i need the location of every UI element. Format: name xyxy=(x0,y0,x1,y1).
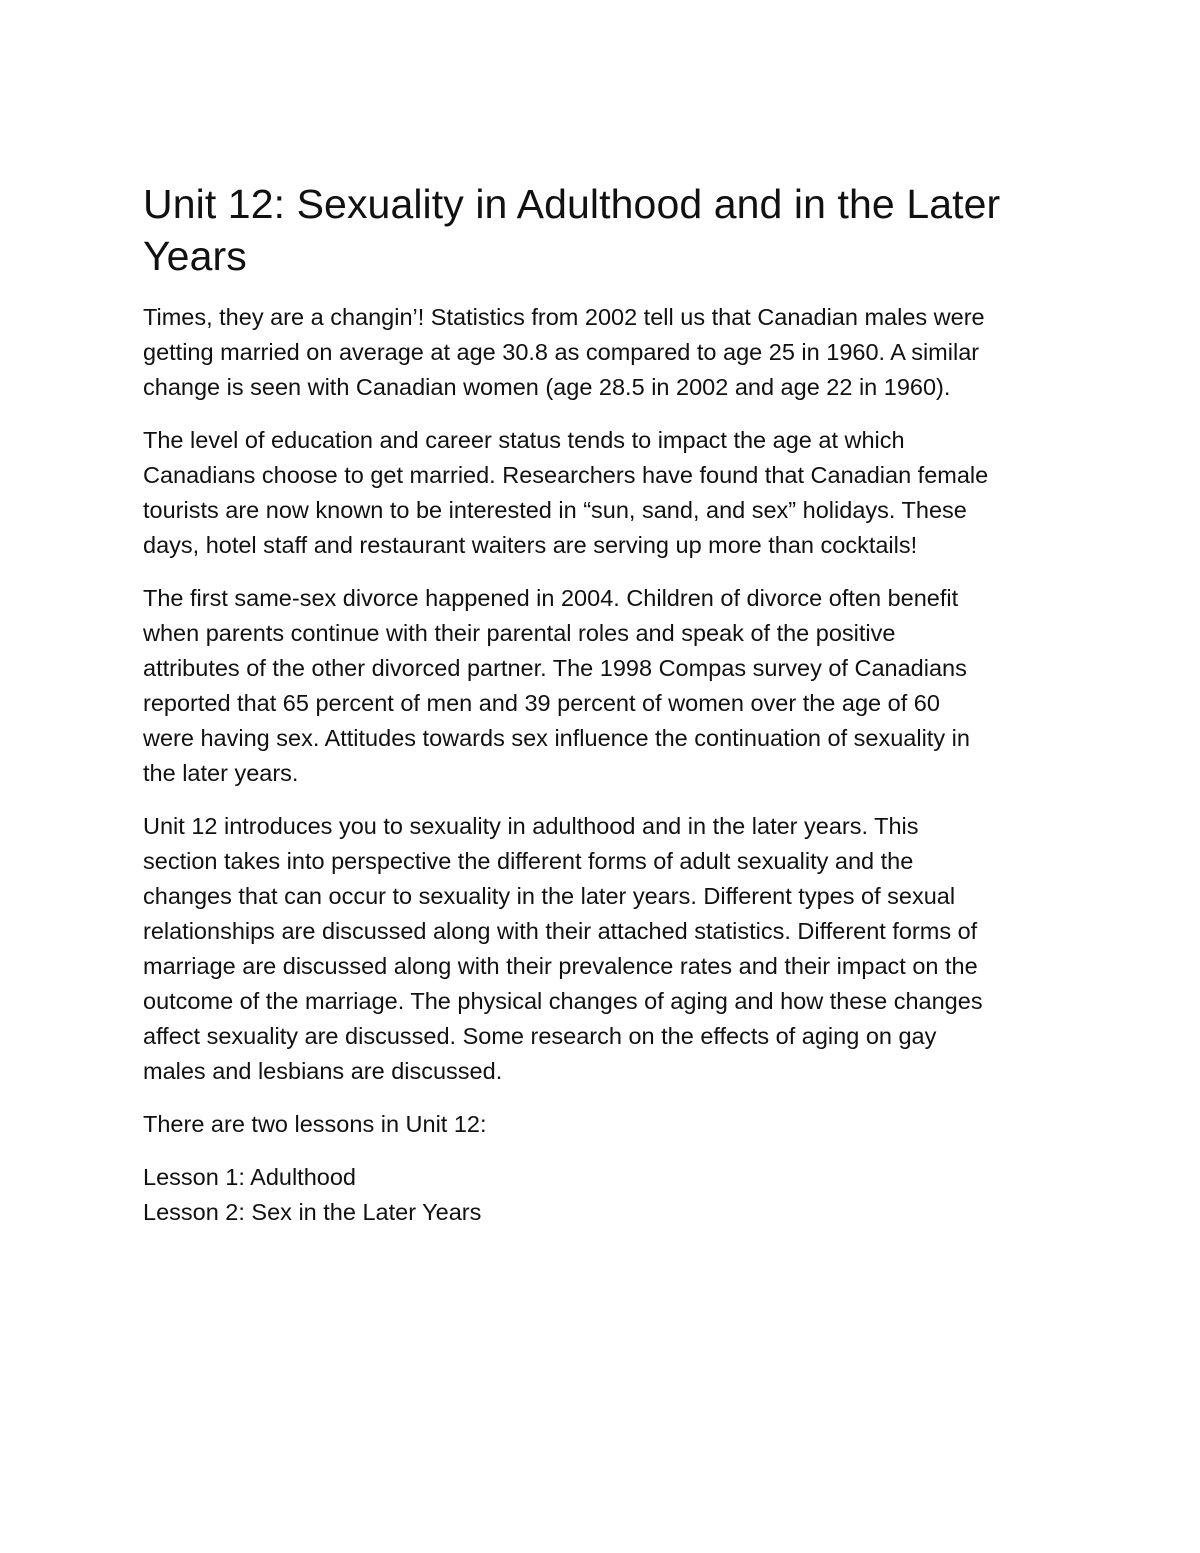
paragraph-divorce: The first same-sex divorce happened in 2004. Children of divorce often benefit when parents continue with their parental roles and speak of the positive attributes of the other divorced partner. The 1998 Compas survey of Canadians reported that 65 percent of men and 39 percent of women over the age of 60 were having sex. Attitudes towards sex influence the continuation of sexuality in the later years. xyxy=(143,585,970,786)
lesson-list xyxy=(143,1160,1043,1230)
list-item: Lesson 2: Sex in the Later Years xyxy=(143,1199,482,1225)
paragraph-unit-overview: Unit 12 introduces you to sexuality in adulthood and in the later years. This section takes into perspective the different forms of adult sexuality and the changes that can occur to sexuality in the later years. Different types of sexual relationships are discussed along with their attached statistics. Different forms of marriage are discussed along with their prevalence rates and their impact on the outcome of the marriage. The physical changes of aging and how these changes affect sexuality are discussed. Some research on the effects of aging on gay males and lesbians are discussed. xyxy=(143,813,983,1084)
paragraph-intro: Times, they are a changin’! Statistics from 2002 tell us that Canadian males were getting married on average at age 30.8 as compared to age 25 in 1960. A similar change is seen with Canadian women (age 28.5 in 2002 and age 22 in 1960). xyxy=(143,304,985,400)
paragraph-lessons-intro: There are two lessons in Unit 12: xyxy=(143,1111,487,1137)
document-title: Unit 12: Sexuality in Adulthood and in the Later Years xyxy=(143,181,1001,279)
paragraph-education: The level of education and career status tends to impact the age at which Canadians choose to get married. Researchers have found that Canadian female tourists are now known to be interested in “sun, sand, and sex” holidays. These days, hotel staff and restaurant waiters are serving up more than cocktails! xyxy=(143,427,989,558)
list-item: Lesson 1: Adulthood xyxy=(143,1164,356,1190)
document-content xyxy=(143,178,1043,1230)
